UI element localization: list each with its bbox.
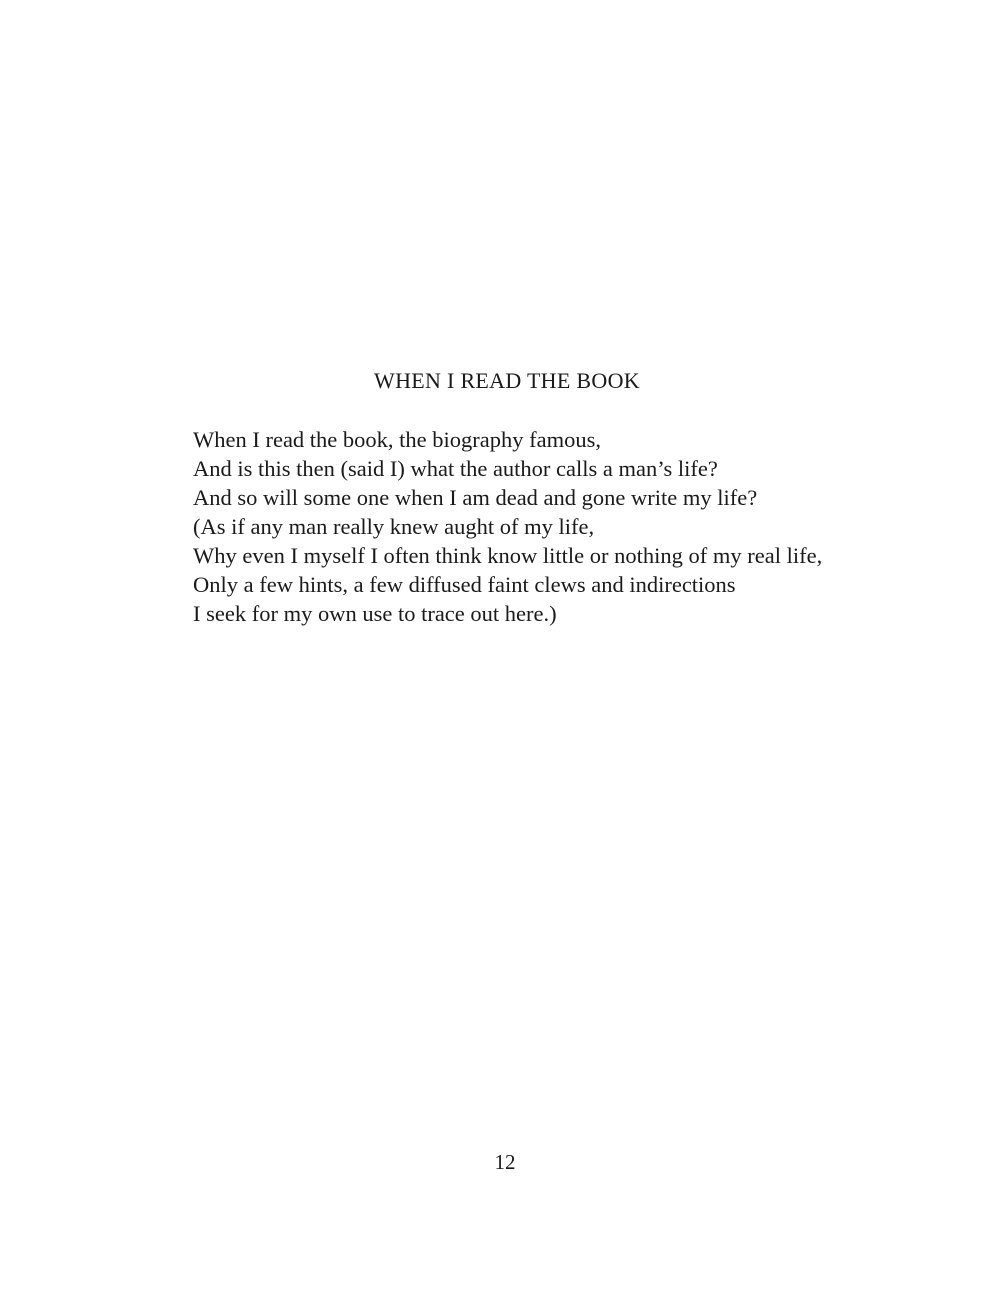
- poem-line: And is this then (said I) what the author calls a man’s life?: [193, 456, 718, 481]
- poem-line: I seek for my own use to trace out here.): [193, 601, 557, 626]
- poem-title: WHEN I READ THE BOOK: [374, 368, 640, 393]
- page-number: 12: [494, 1150, 516, 1174]
- poem-line: (As if any man really knew aught of my life,: [193, 514, 595, 539]
- poem-line: Only a few hints, a few diffused faint clews and indirections: [193, 572, 736, 597]
- poem-line: When I read the book, the biography famous,: [193, 427, 601, 452]
- poem-line: And so will some one when I am dead and gone write my life?: [193, 485, 758, 510]
- poem-body: [193, 425, 973, 628]
- poem-line: Why even I myself I often think know little or nothing of my real life,: [193, 543, 823, 568]
